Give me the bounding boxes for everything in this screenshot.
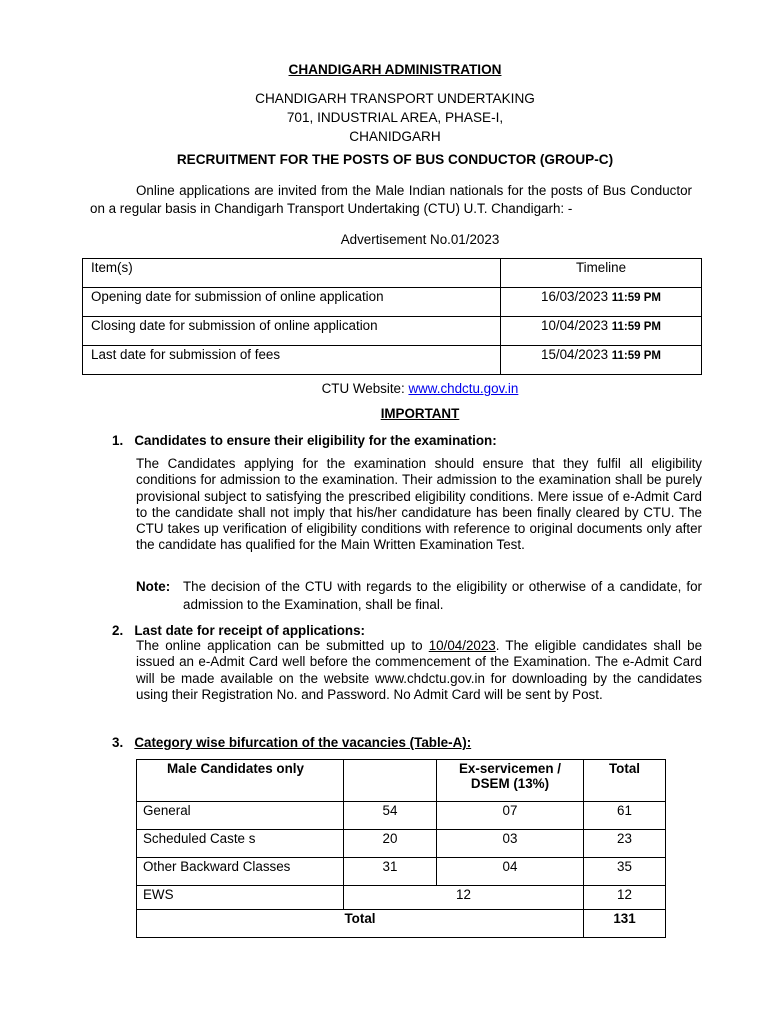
table-row — [137, 830, 666, 858]
org-address: 701, INDUSTRIAL AREA, PHASE-I, — [286, 110, 504, 125]
admin-heading: CHANDIGARH ADMINISTRATION — [288, 62, 502, 77]
section-1-note — [136, 578, 702, 612]
table-row — [83, 346, 702, 375]
vacancy-table — [136, 759, 666, 938]
date-cell: 10/04/2023 11:59 PM — [501, 317, 702, 346]
last-date: 10/04/2023 — [428, 638, 496, 653]
table-row — [137, 886, 666, 910]
total-label-cell: Total — [137, 910, 584, 938]
regular-cell: 54 — [344, 802, 437, 830]
org-name: CHANDIGARH TRANSPORT UNDERTAKING — [255, 91, 535, 106]
ews-value-cell: 12 — [344, 886, 584, 910]
important-heading: IMPORTANT — [380, 406, 460, 421]
total-cell: 61 — [584, 802, 666, 830]
regular-cell: 20 — [344, 830, 437, 858]
category-cell: Other Backward Classes — [137, 858, 344, 886]
category-cell: General — [137, 802, 344, 830]
section-1-title: 1. Candidates to ensure their eligibility for the examination: — [112, 433, 497, 448]
website-label: CTU Website: — [321, 381, 405, 396]
section-3-title: 3. Category wise bifurcation of the vacancies (Table-A): — [112, 735, 472, 750]
table-header-row — [83, 259, 702, 288]
timeline-table — [82, 258, 702, 375]
item-cell: Last date for submission of fees — [83, 346, 501, 375]
table-header-row — [137, 760, 666, 802]
total-cell: 12 — [584, 886, 666, 910]
header-regular — [344, 760, 437, 802]
table-total-row — [137, 910, 666, 938]
category-cell: EWS — [137, 886, 344, 910]
website-line — [0, 381, 768, 396]
header-total: Total — [584, 760, 666, 802]
intro-paragraph: Online applications are invited from the Male Indian nationals for the posts of Bus Conductor on a regular basis in Chandigarh Transport Undertaking (CTU) U.T. Chandigarh: - — [90, 183, 692, 216]
section-2-body: The online application can be submitted up to 10/04/2023. The eligible candidates shall be issued an e-Admit Card well before the commencement of the Examination. The e-Admit Card will be made available on the website www.chdctu.gov.in for downloading by the candidates using their Registration No. and Password. No Admit Card will be sent by Post. — [136, 638, 703, 703]
address-block — [0, 89, 768, 146]
note-text: The decision of the CTU with regards to the eligibility or otherwise of a candidate, for admission to the Examination, shall be final. — [183, 579, 702, 612]
table-row — [83, 317, 702, 346]
recruitment-title: RECRUITMENT FOR THE POSTS OF BUS CONDUCTOR (GROUP-C) — [176, 152, 614, 167]
website-link[interactable]: www.chdctu.gov.in — [408, 381, 519, 396]
exsm-cell: 07 — [437, 802, 584, 830]
header-category: Male Candidates only — [137, 760, 344, 802]
section-2-title: 2. Last date for receipt of applications: — [112, 623, 365, 638]
note-label: Note: — [136, 579, 171, 594]
advertisement-number: Advertisement No.01/2023 — [340, 232, 500, 247]
exsm-cell: 04 — [437, 858, 584, 886]
regular-cell: 31 — [344, 858, 437, 886]
section-1-body: The Candidates applying for the examination should ensure that they fulfil all eligibility conditions for admission to the examination. Their admission to the examination shall be purely provisional subject to satisfying the prescribed eligibility conditions. Mere issue of e-Admit Card to the candidate shall not imply that his/her candidature has been finally cleared by CTU. The CTU takes up verification of eligibility conditions with reference to original documents only after the candidate has qualified for the Main Written Examination Test. — [136, 456, 702, 553]
header-timeline: Timeline — [501, 259, 702, 288]
category-cell: Scheduled Caste s — [137, 830, 344, 858]
item-cell: Opening date for submission of online application — [83, 288, 501, 317]
org-city: CHANIDGARH — [349, 129, 441, 144]
table-row — [83, 288, 702, 317]
date-cell: 16/03/2023 11:59 PM — [501, 288, 702, 317]
header-item: Item(s) — [83, 259, 501, 288]
total-cell: 23 — [584, 830, 666, 858]
total-cell: 35 — [584, 858, 666, 886]
header-exsm: Ex-servicemen / DSEM (13%) — [437, 760, 584, 802]
table-row — [137, 802, 666, 830]
date-cell: 15/04/2023 11:59 PM — [501, 346, 702, 375]
exsm-cell: 03 — [437, 830, 584, 858]
grand-total-cell: 131 — [584, 910, 666, 938]
table-row — [137, 858, 666, 886]
item-cell: Closing date for submission of online application — [83, 317, 501, 346]
